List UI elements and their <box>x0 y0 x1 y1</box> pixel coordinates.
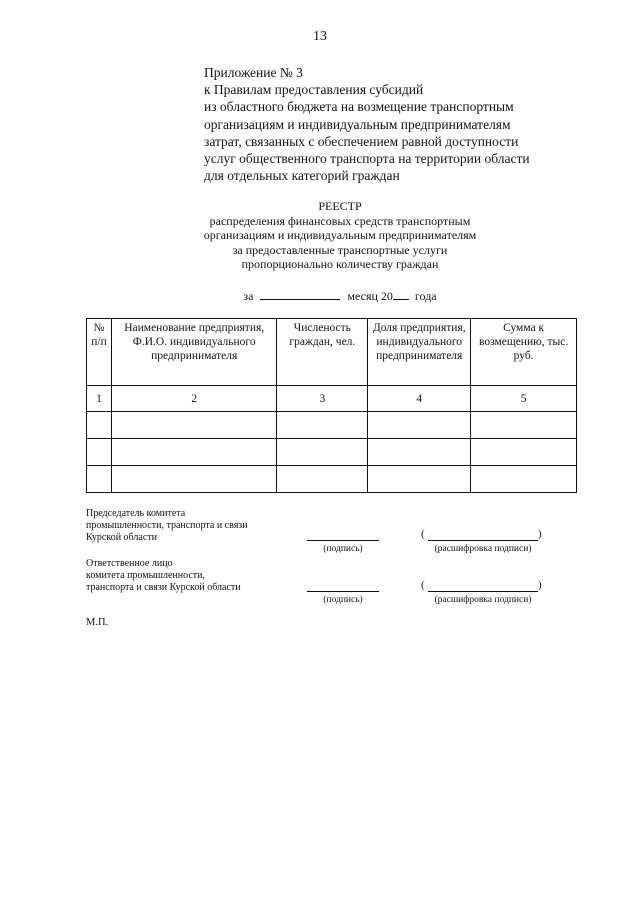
header-share: Доля предприятия, индивидуального предпринимателя <box>368 319 471 386</box>
header-amount: Сумма к возмещению, тыс. руб. <box>471 319 577 386</box>
table-cell <box>277 466 368 493</box>
table-cell <box>111 412 277 439</box>
table-cell <box>471 439 577 466</box>
period-middle: месяц 20 <box>347 289 393 303</box>
signature-caption: (подпись) <box>323 595 363 605</box>
signature-decode-line <box>428 591 538 592</box>
signature-decode-line <box>428 540 538 541</box>
header-citizens: Численость граждан, чел. <box>277 319 368 386</box>
appendix-line: из областного бюджета на возмещение транспортным <box>204 99 514 115</box>
page-number: 13 <box>313 29 327 44</box>
appendix-line: Приложение № 3 <box>204 65 303 80</box>
signature-label-line: транспорта и связи Курской области <box>86 582 241 593</box>
signature-decode-caption: (расшифровка подписи) <box>434 544 532 554</box>
table-row <box>87 439 577 466</box>
table-cell <box>87 412 112 439</box>
signature-line <box>307 591 379 592</box>
registry-subtitle-line: распределения финансовых средств транспортным <box>209 213 471 228</box>
signature-label-line: комитета промышленности, <box>86 570 206 581</box>
period-blank <box>260 288 340 300</box>
table-cell <box>277 412 368 439</box>
column-number: 2 <box>111 386 277 412</box>
signature-caption: (подпись) <box>323 544 363 554</box>
table-cell <box>87 439 112 466</box>
table-cell <box>87 466 112 493</box>
stamp-place: М.П. <box>86 617 109 628</box>
column-number: 3 <box>277 386 368 412</box>
table-row <box>87 412 577 439</box>
paren-open: ( <box>421 579 425 591</box>
signature-label-line: промышленности, транспорта и связи <box>86 520 248 531</box>
paren-open: ( <box>421 528 425 540</box>
registry-subtitle-line: пропорционально количеству граждан <box>241 257 439 271</box>
column-number: 4 <box>368 386 471 412</box>
appendix-line: затрат, связанных с обеспечением равной доступности <box>204 133 519 149</box>
table-cell <box>111 466 277 493</box>
paren-close: ) <box>538 579 542 591</box>
appendix-line: для отдельных категорий граждан <box>204 168 400 184</box>
table-header-row <box>87 319 577 386</box>
table-row <box>87 466 577 493</box>
table-cell <box>471 466 577 493</box>
paren-close: ) <box>538 528 542 540</box>
appendix-line: к Правилам предоставления субсидий <box>204 82 424 98</box>
registry-table <box>86 318 577 493</box>
table-cell <box>368 412 471 439</box>
year-blank <box>393 288 409 300</box>
table-cell <box>111 439 277 466</box>
registry-heading <box>120 199 560 272</box>
responsible-signature-label <box>86 558 296 594</box>
appendix-heading <box>204 64 584 184</box>
signature-label-line: Курской области <box>86 532 157 543</box>
table-cell <box>368 439 471 466</box>
chairman-signature-label <box>86 508 296 544</box>
signature-decode-caption: (расшифровка подписи) <box>434 595 532 605</box>
period-suffix: года <box>414 289 437 303</box>
signature-line <box>307 540 379 541</box>
column-number: 1 <box>87 386 112 412</box>
period-prefix: за <box>243 289 254 303</box>
header-number: № п/п <box>87 319 112 386</box>
appendix-line: услуг общественного транспорта на территории области <box>204 151 530 167</box>
table-cell <box>471 412 577 439</box>
column-number: 5 <box>471 386 577 412</box>
registry-title: РЕЕСТР <box>318 199 362 213</box>
signature-label-line: Ответственное лицо <box>86 558 173 569</box>
header-enterprise: Наименование предприятия, Ф.И.О. индивидуального предпринимателя <box>111 319 277 386</box>
registry-subtitle-line: за предоставленные транспортные услуги <box>232 242 448 257</box>
signature-label-line: Председатель комитета <box>86 508 186 519</box>
registry-subtitle-line: организациям и индивидуальным предпринимателям <box>203 228 477 242</box>
table-cell <box>277 439 368 466</box>
column-number-row <box>87 386 577 412</box>
appendix-line: организациям и индивидуальным предпринимателям <box>204 116 511 132</box>
period-line <box>120 288 560 304</box>
table-cell <box>368 466 471 493</box>
